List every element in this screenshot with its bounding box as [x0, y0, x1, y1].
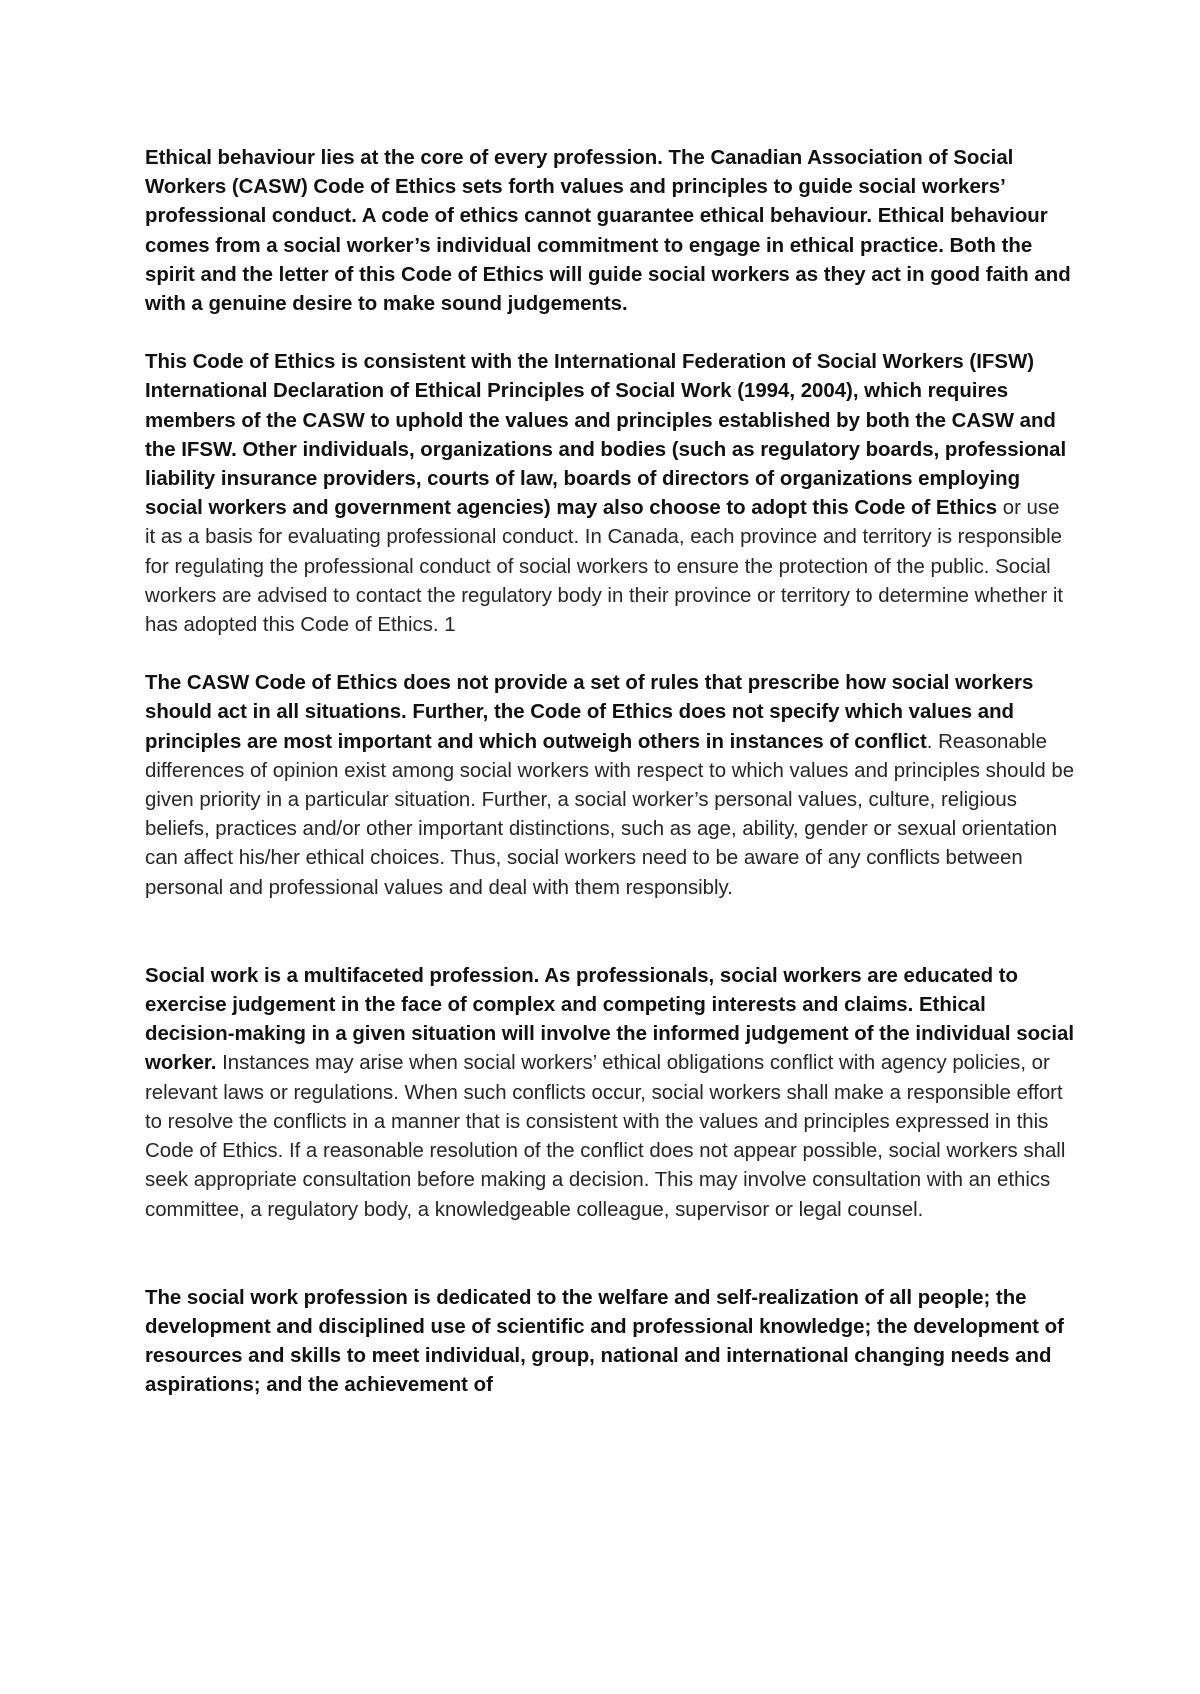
paragraph-no-set-of-rules: [145, 669, 1075, 903]
paragraph-regular-text: Instances may arise when social workers’ ethical obligations conflict with agency policies, or relevant laws or regulations. When such conflicts occur, social workers shall make a responsible effort to resolve the conflicts in a manner that is consistent with the values and principles expressed in this Code of Ethics. If a reasonable resolution of the conflict does not appear possible, social workers shall seek appropriate consultation before making a decision. This may involve consultation with an ethics committee, a regulatory body, a knowledgeable colleague, supervisor or legal counsel.: [145, 1052, 1066, 1221]
paragraph-regular-text: . Reasonable differences of opinion exist among social workers with respect to which values and principles should be given priority in a particular situation. Further, a social worker’s personal values, culture, religious beliefs, practices and/or other important distinctions, such as age, ability, gender or sexual orientation can affect his/her ethical choices. Thus, social workers need to be aware of any conflicts between personal and professional values and deal with them responsibly.: [145, 730, 1075, 899]
paragraph-spacer: [145, 319, 1075, 348]
document-page: [145, 144, 1075, 1401]
paragraph-bold-text: The social work profession is dedicated to the welfare and self-realization of all people; the development and disciplined use of scientific and professional knowledge; the development of resources and skills to meet individual, group, national and international changing needs and aspirations; and the achievement of: [145, 1286, 1064, 1397]
paragraph-bold-text: This Code of Ethics is consistent with the International Federation of Social Workers (IFSW) International Declaration of Ethical Principles of Social Work (1994, 2004), which requires members of the CASW to uphold the values and principles established by both the CASW and the IFSW. Other individuals, organizations and bodies (such as regulatory boards, professional liability insurance providers, courts of law, boards of directors of organizations employing social workers and government agencies) may also choose to adopt this Code of Ethics: [145, 351, 1067, 520]
paragraph-spacer: [145, 640, 1075, 669]
paragraph-multifaceted-profession: [145, 962, 1075, 1225]
paragraph-regular-text: or use it as a basis for evaluating professional conduct. In Canada, each province and territory is responsible for regulating the professional conduct of social workers to ensure the protection of the public. Social workers are advised to contact the regulatory body in their province or territory to determine whether it has adopted this Code of Ethics. 1: [145, 497, 1064, 637]
paragraph-spacer: [145, 903, 1075, 962]
paragraph-bold-text: Social work is a multifaceted profession. As professionals, social workers are educated to exercise judgement in the face of complex and competing interests and claims. Ethical decision-making in a given situation will involve the informed judgement of the individual social worker.: [145, 964, 1075, 1075]
paragraph-bold-text: The CASW Code of Ethics does not provide a set of rules that prescribe how social workers should act in all situations. Further, the Code of Ethics does not specify which values and principles are most important and which outweigh others in instances of conflict: [145, 672, 1034, 753]
paragraph-ifsw-consistency: [145, 348, 1075, 640]
paragraph-ethical-behaviour: [145, 144, 1075, 319]
paragraph-spacer: [145, 1225, 1075, 1284]
paragraph-bold-text: Ethical behaviour lies at the core of every profession. The Canadian Association of Social Workers (CASW) Code of Ethics sets forth values and principles to guide social workers’ professional conduct. A code of ethics cannot guarantee ethical behaviour. Ethical behaviour comes from a social worker’s individual commitment to engage in ethical practice. Both the spirit and the letter of this Code of Ethics will guide social workers as they act in good faith and with a genuine desire to make sound judgements.: [145, 147, 1071, 316]
paragraph-profession-dedication: [145, 1284, 1075, 1401]
